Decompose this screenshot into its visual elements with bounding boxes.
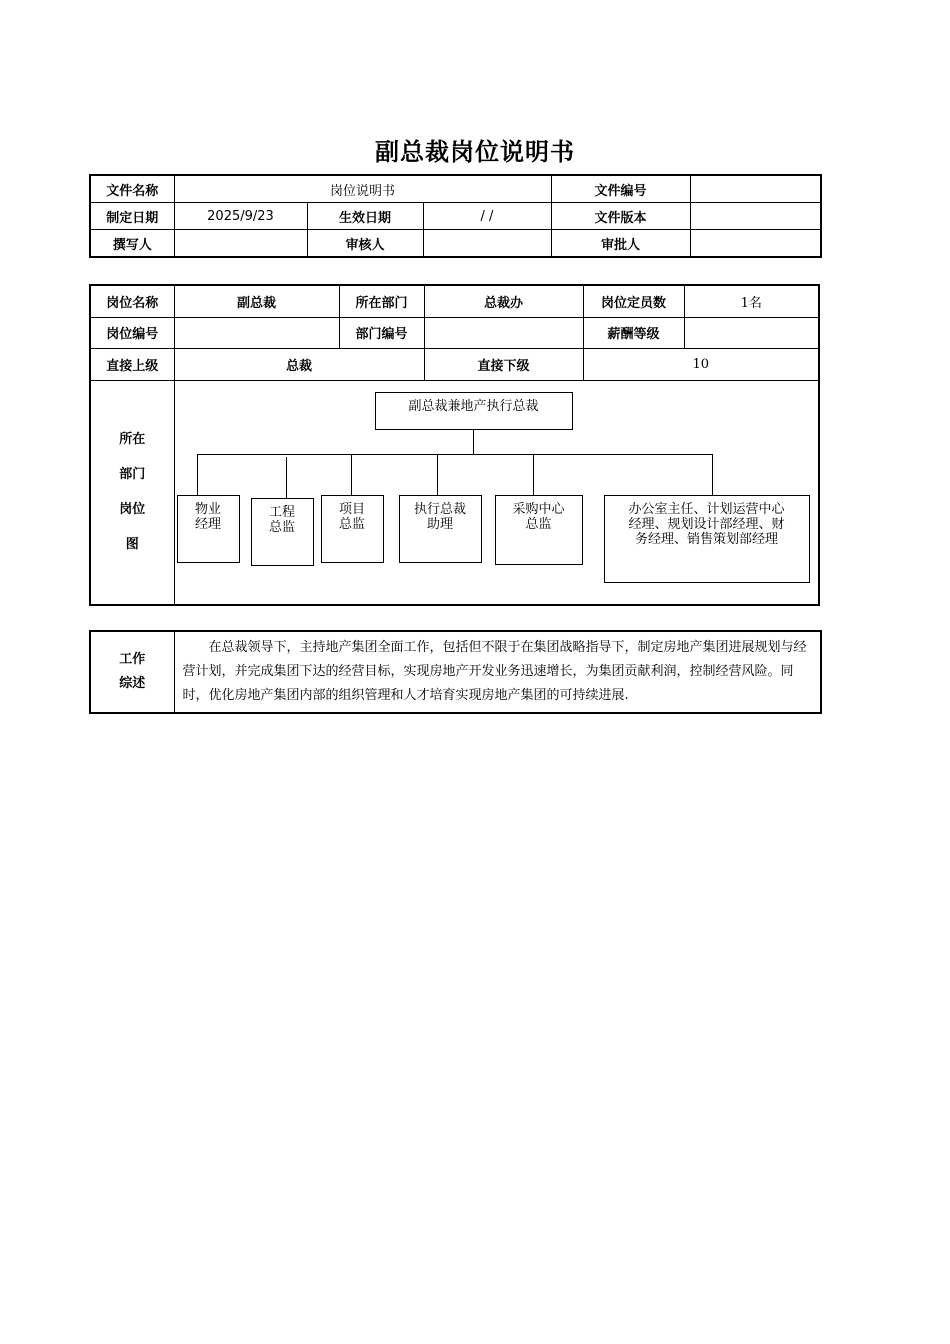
dept-no-label: 部门编号 [339,317,424,348]
work-summary-text: 在总裁领导下，主持地产集团全面工作，包括但不限于在集团战略指导下，制定房地产集团进展规划与经营计划，并完成集团下达的经营目标，实现房地产开发业务迅速增长，为集团贡献利润，控制经营风险。同时，优化房地产集团内部的组织管理和人才培育实现房地产集团的可持续进展. [174,631,821,713]
org-chart-label-line: 部门 [119,467,146,482]
org-connector [197,454,712,455]
work-summary-label-line: 工作 [119,652,146,667]
effective-date-label: 生效日期 [307,203,423,230]
file-no-label: 文件编号 [551,175,690,203]
salary-level-value [684,317,819,348]
org-connector [197,454,198,496]
dept-no-value [424,317,583,348]
org-child-box: 执行总裁 助理 [399,495,482,563]
file-info-table [89,174,822,258]
org-connector [437,454,438,496]
version-value [690,203,821,230]
work-summary-label-line: 综述 [119,676,146,691]
org-connector [473,429,474,455]
subordinate-label: 直接下级 [424,348,583,380]
document-title: 副总裁岗位说明书 [375,138,575,166]
superior-value: 总裁 [174,348,424,380]
reviewer-label: 审核人 [307,230,423,258]
org-root-box: 副总裁兼地产执行总裁 [375,392,573,430]
effective-date-value: / / [423,203,551,230]
created-date-label: 制定日期 [90,203,174,230]
writer-label: 撰写人 [90,230,174,258]
org-connector [286,457,287,498]
position-name-label: 岗位名称 [90,285,174,317]
version-label: 文件版本 [551,203,690,230]
department-label: 所在部门 [339,285,424,317]
org-child-box: 项目 总监 [321,495,384,563]
work-summary-table [89,630,822,714]
headcount-value: 1名 [684,285,819,317]
approver-value [690,230,821,258]
position-name-value: 副总裁 [174,285,339,317]
org-child-box: 办公室主任、计划运营中心 经理、规划设计部经理、财 务经理、销售策划部经理 [604,495,810,583]
created-date-value: 2025/9/23 [174,203,307,230]
org-connector [533,454,534,496]
superior-label: 直接上级 [90,348,174,380]
headcount-label: 岗位定员数 [583,285,684,317]
org-chart-label [90,380,174,605]
department-value: 总裁办 [424,285,583,317]
approver-label: 审批人 [551,230,690,258]
file-name-value: 岗位说明书 [174,175,551,203]
subordinate-value: 10 [583,348,819,380]
org-connector [351,454,352,496]
org-connector [712,454,713,496]
writer-value [174,230,307,258]
work-summary-label [90,631,174,713]
org-chart [174,380,819,605]
position-no-label: 岗位编号 [90,317,174,348]
position-no-value [174,317,339,348]
file-name-label: 文件名称 [90,175,174,203]
org-child-box: 物业 经理 [177,495,240,563]
org-chart-label-line: 岗位 [119,502,146,517]
salary-level-label: 薪酬等级 [583,317,684,348]
org-child-box: 工程 总监 [251,498,314,566]
file-no-value [690,175,821,203]
reviewer-value [423,230,551,258]
position-info-table [89,284,820,606]
org-child-box: 采购中心 总监 [495,495,583,565]
org-chart-label-line: 所在 [119,432,146,447]
org-chart-label-line: 图 [125,537,139,552]
